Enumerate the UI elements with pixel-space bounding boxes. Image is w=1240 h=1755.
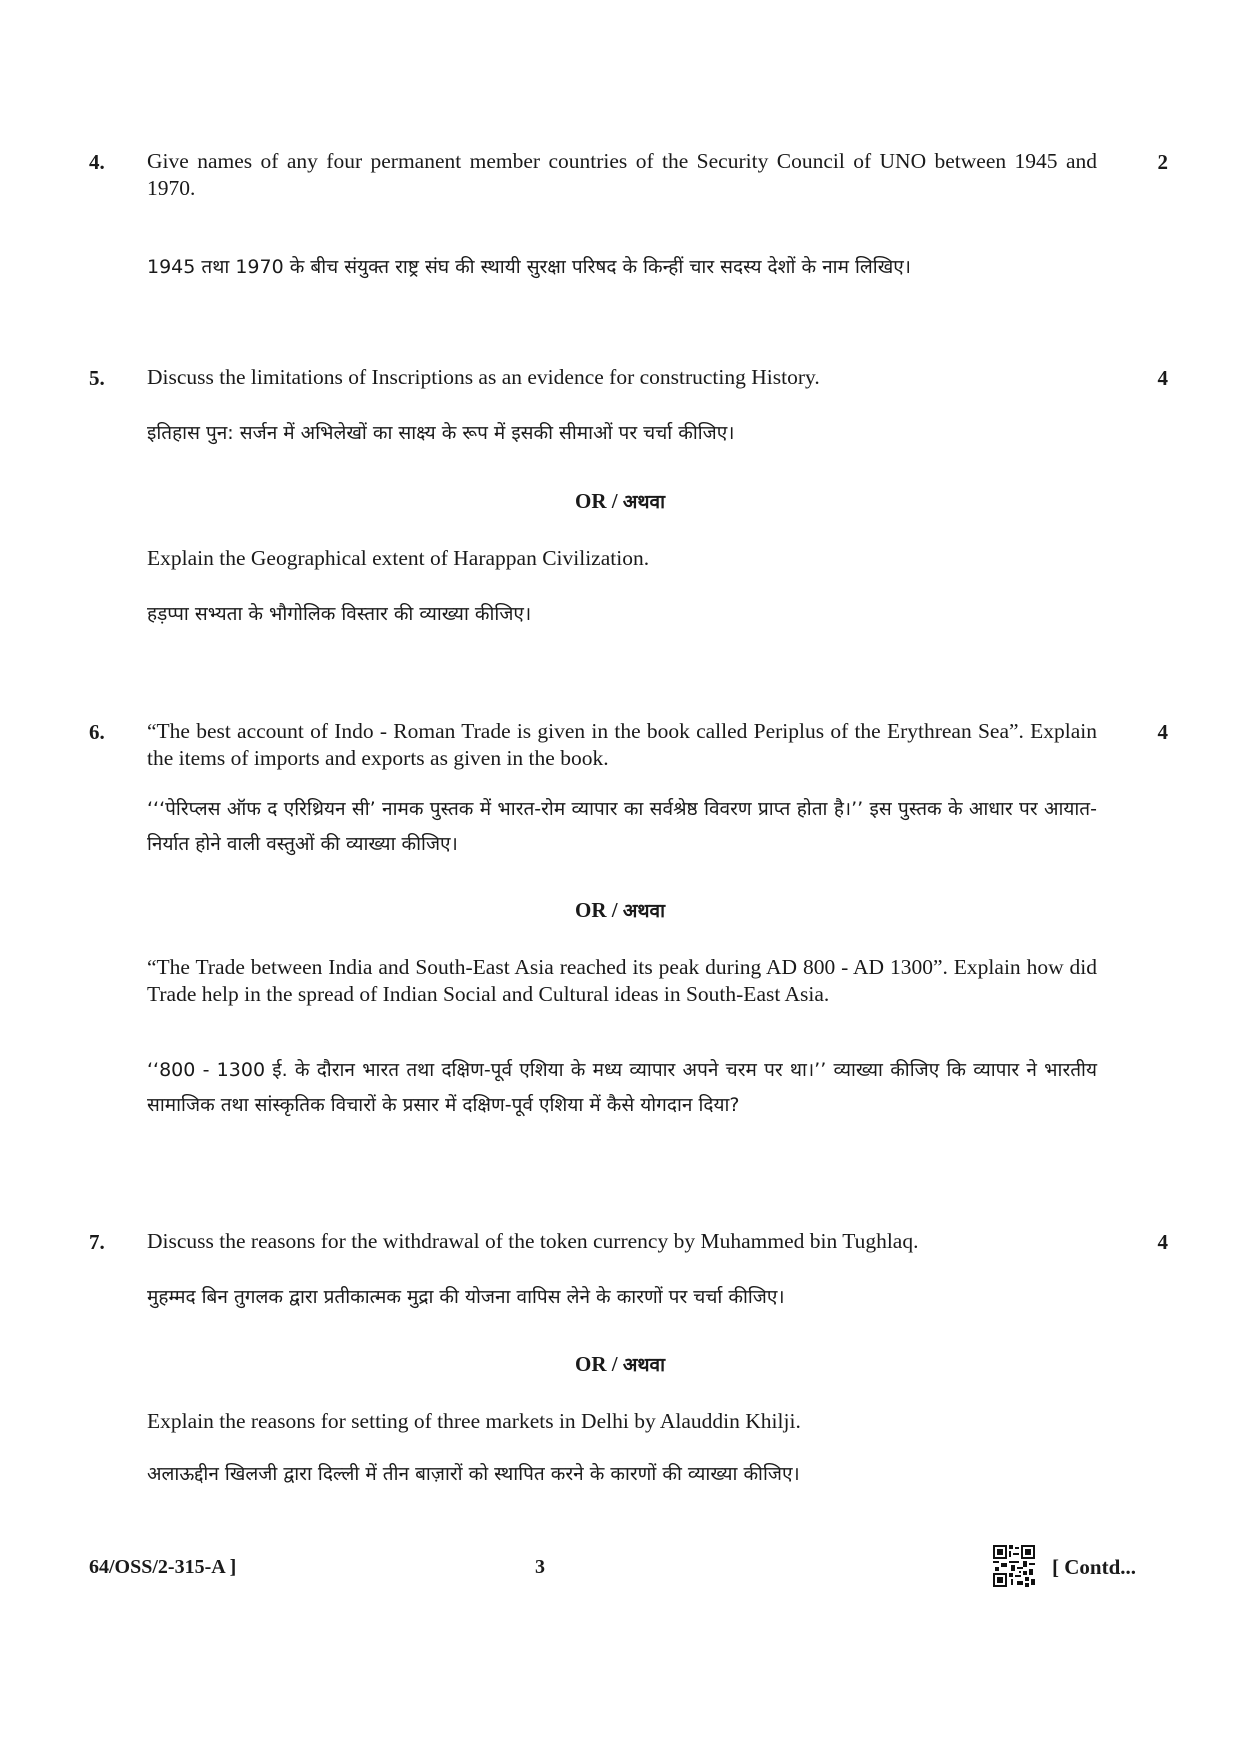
question-marks: 4 — [1157, 366, 1168, 390]
question-text-english: Discuss the reasons for the withdrawal of the token currency by Muhammed bin Tughlaq. — [147, 1229, 919, 1253]
question-number: 7. — [89, 1230, 105, 1254]
question-text-hindi: मुहम्मद बिन तुगलक द्वारा प्रतीकात्मक मुद्रा की योजना वापिस लेने के कारणों पर चर्चा कीजिए। — [147, 1286, 785, 1308]
page-number: 3 — [535, 1556, 545, 1578]
or-label-english: OR / — [575, 489, 623, 513]
qr-code-icon — [993, 1545, 1035, 1587]
question-text-english: “The best account of Indo - Roman Trade is given in the book called Periplus of the Erythrean Sea”. Explain the items of imports and exports as given in the book. — [147, 719, 1097, 770]
alternative-text-english: “The Trade between India and South-East Asia reached its peak during AD 800 - AD 1300”. Explain how did Trade help in the spread of Indian Social and Cultural ideas in South-East Asia. — [147, 955, 1097, 1006]
question-number: 5. — [89, 366, 105, 390]
question-text-hindi: इतिहास पुन: सर्जन में अभिलेखों का साक्ष्य के रूप में इसकी सीमाओं पर चर्चा कीजिए। — [147, 422, 735, 444]
question-number: 4. — [89, 150, 105, 174]
or-label-hindi: अथवा — [622, 900, 665, 922]
or-separator — [0, 487, 1240, 516]
alternative-text-hindi: ‘‘800 - 1300 ई. के दौरान भारत तथा दक्षिण-पूर्व एशिया के मध्य व्यापार अपने चरम पर था।’’ व्याख्या कीजिए कि व्यापार ने भारतीय सामाजिक तथा सांस्कृतिक विचारों के प्रसार में दक्षिण-पूर्व एशिया में कैसे योगदान दिया? — [147, 1059, 1097, 1116]
or-separator — [0, 896, 1240, 925]
question-text-english: Give names of any four permanent member countries of the Security Council of UNO between 1945 and 1970. — [147, 149, 1097, 200]
or-label-english: OR / — [575, 898, 623, 922]
alternative-text-english: Explain the Geographical extent of Harappan Civilization. — [147, 546, 650, 570]
question-marks: 2 — [1157, 150, 1168, 174]
or-separator — [0, 1350, 1240, 1379]
continued-label: [ Contd... — [1052, 1555, 1137, 1579]
question-marks: 4 — [1157, 1230, 1168, 1254]
question-text-english: Discuss the limitations of Inscriptions as an evidence for constructing History. — [147, 365, 820, 389]
alternative-text-english: Explain the reasons for setting of three markets in Delhi by Alauddin Khilji. — [147, 1409, 801, 1433]
question-marks: 4 — [1157, 720, 1168, 744]
or-label-hindi: अथवा — [622, 491, 665, 513]
paper-code: 64/OSS/2-315-A ] — [89, 1556, 237, 1578]
question-text-hindi: ‘‘‘पेरिप्लस ऑफ द एरिथ्रियन सी’ नामक पुस्तक में भारत-रोम व्यापार का सर्वश्रेष्ठ विवरण प्राप्त होता है।’’ इस पुस्तक के आधार पर आयात-निर्यात होने वाली वस्तुओं की व्याख्या कीजिए। — [147, 798, 1097, 855]
or-label-english: OR / — [575, 1352, 623, 1376]
question-number: 6. — [89, 720, 105, 744]
or-label-hindi: अथवा — [622, 1354, 665, 1376]
question-text-hindi: 1945 तथा 1970 के बीच संयुक्त राष्ट्र संघ की स्थायी सुरक्षा परिषद के किन्हीं चार सदस्य देशों के नाम लिखिए। — [147, 256, 911, 278]
page-footer — [0, 1553, 1240, 1593]
alternative-text-hindi: हड़प्पा सभ्यता के भौगोलिक विस्तार की व्याख्या कीजिए। — [147, 603, 532, 625]
alternative-text-hindi: अलाऊद्दीन खिलजी द्वारा दिल्ली में तीन बाज़ारों को स्थापित करने के कारणों की व्याख्या कीजिए। — [147, 1463, 800, 1485]
